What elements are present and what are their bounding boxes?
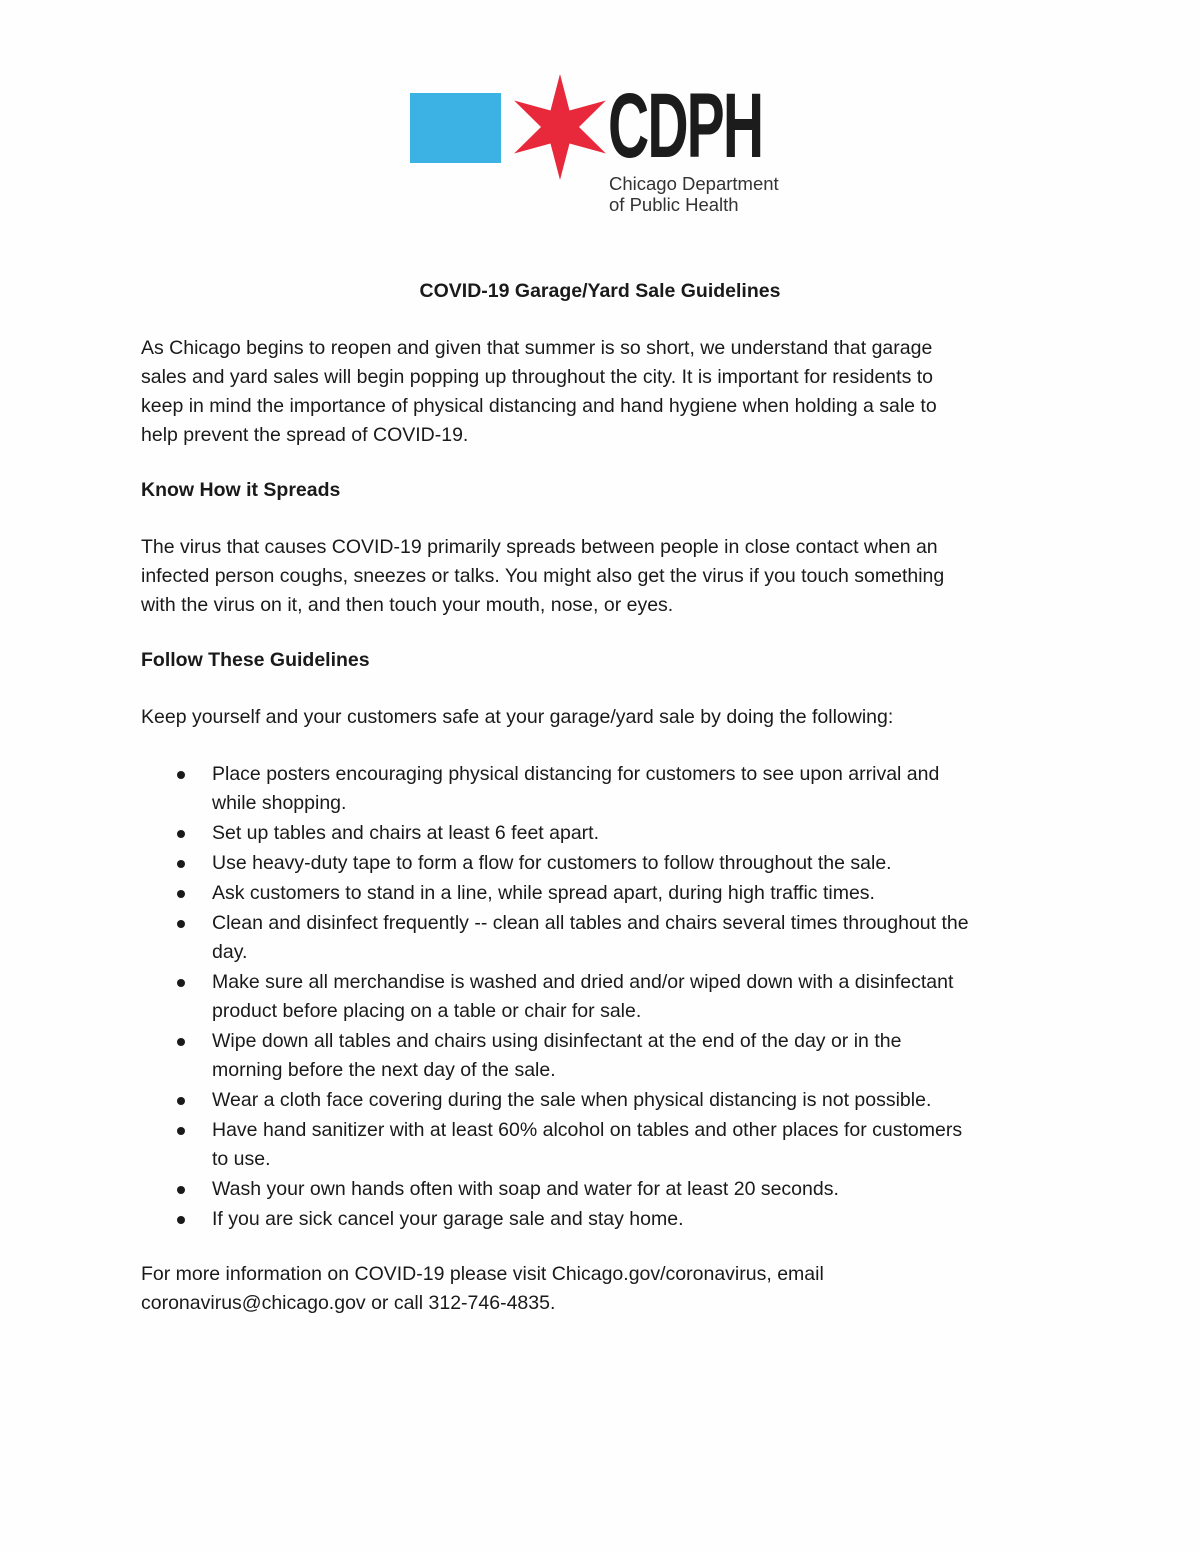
- list-item: [141, 760, 969, 818]
- text-line: while shopping.: [212, 792, 347, 814]
- intro-paragraph: [141, 334, 937, 450]
- list-item: [141, 909, 969, 967]
- section-heading: Follow These Guidelines: [141, 649, 370, 671]
- text-line: to use.: [212, 1148, 271, 1170]
- bullet-icon: [177, 1127, 185, 1135]
- text-line: keep in mind the importance of physical distancing and hand hygiene when holding a sale to: [141, 395, 937, 417]
- list-item: [141, 819, 969, 848]
- spread-paragraph: [141, 533, 944, 620]
- list-item: [141, 1205, 969, 1234]
- text-line: Place posters encouraging physical distancing for customers to see upon arrival and: [212, 763, 940, 785]
- text-line: Wash your own hands often with soap and water for at least 20 seconds.: [212, 1178, 839, 1200]
- text-line: coronavirus@chicago.gov or call 312-746-4835.: [141, 1292, 556, 1314]
- text-line: The virus that causes COVID-19 primarily spreads between people in close contact when an: [141, 536, 938, 558]
- bullet-icon: [177, 890, 185, 898]
- logo-subtitle-line: Chicago Department: [609, 173, 779, 194]
- text-line: Ask customers to stand in a line, while spread apart, during high traffic times.: [212, 882, 875, 904]
- list-item: [141, 968, 969, 1026]
- bullet-icon: [177, 1097, 185, 1105]
- cdph-logo: [400, 62, 800, 222]
- text-line: Set up tables and chairs at least 6 feet apart.: [212, 822, 599, 844]
- bullet-icon: [177, 860, 185, 868]
- text-line: Clean and disinfect frequently -- clean all tables and chairs several times throughout the: [212, 912, 969, 934]
- text-line: product before placing on a table or chair for sale.: [212, 1000, 642, 1022]
- text-line: If you are sick cancel your garage sale and stay home.: [212, 1208, 684, 1230]
- list-item: [141, 1175, 969, 1204]
- bullet-icon: [177, 979, 185, 987]
- text-line: Wipe down all tables and chairs using disinfectant at the end of the day or in the: [212, 1030, 902, 1052]
- text-line: Wear a cloth face covering during the sale when physical distancing is not possible.: [212, 1089, 932, 1111]
- bullet-icon: [177, 1038, 185, 1046]
- logo-blue-bar: [410, 93, 501, 163]
- footer-paragraph: [141, 1260, 824, 1318]
- chicago-star-icon: [505, 72, 615, 182]
- bullet-icon: [177, 1186, 185, 1194]
- guidelines-list: [141, 760, 969, 1235]
- bullet-icon: [177, 830, 185, 838]
- text-line: help prevent the spread of COVID-19.: [141, 424, 469, 446]
- text-line: day.: [212, 941, 248, 963]
- list-item: [141, 1086, 969, 1115]
- document-title: COVID-19 Garage/Yard Sale Guidelines: [419, 280, 781, 302]
- bullet-icon: [177, 1216, 185, 1224]
- bullet-icon: [177, 771, 185, 779]
- list-item: [141, 1116, 969, 1174]
- list-item: [141, 849, 969, 878]
- logo-acronym: CDPH: [608, 75, 763, 177]
- text-line: As Chicago begins to reopen and given that summer is so short, we understand that garage: [141, 337, 933, 359]
- text-line: with the virus on it, and then touch your mouth, nose, or eyes.: [141, 594, 674, 616]
- text-line: sales and yard sales will begin popping up throughout the city. It is important for residents to: [141, 366, 933, 388]
- logo-subtitle-line: of Public Health: [609, 194, 739, 215]
- text-line: Have hand sanitizer with at least 60% alcohol on tables and other places for customers: [212, 1119, 963, 1141]
- guidelines-intro: Keep yourself and your customers safe at your garage/yard sale by doing the following:: [141, 706, 894, 728]
- text-line: For more information on COVID-19 please visit Chicago.gov/coronavirus, email: [141, 1263, 824, 1285]
- list-item: [141, 1027, 969, 1085]
- text-line: Make sure all merchandise is washed and dried and/or wiped down with a disinfectant: [212, 971, 954, 993]
- text-line: morning before the next day of the sale.: [212, 1059, 556, 1081]
- logo-subtitle: [609, 173, 779, 215]
- section-heading: Know How it Spreads: [141, 479, 341, 501]
- list-item: [141, 879, 969, 908]
- bullet-icon: [177, 920, 185, 928]
- text-line: infected person coughs, sneezes or talks. You might also get the virus if you touch something: [141, 565, 945, 587]
- text-line: Use heavy-duty tape to form a flow for customers to follow throughout the sale.: [212, 852, 892, 874]
